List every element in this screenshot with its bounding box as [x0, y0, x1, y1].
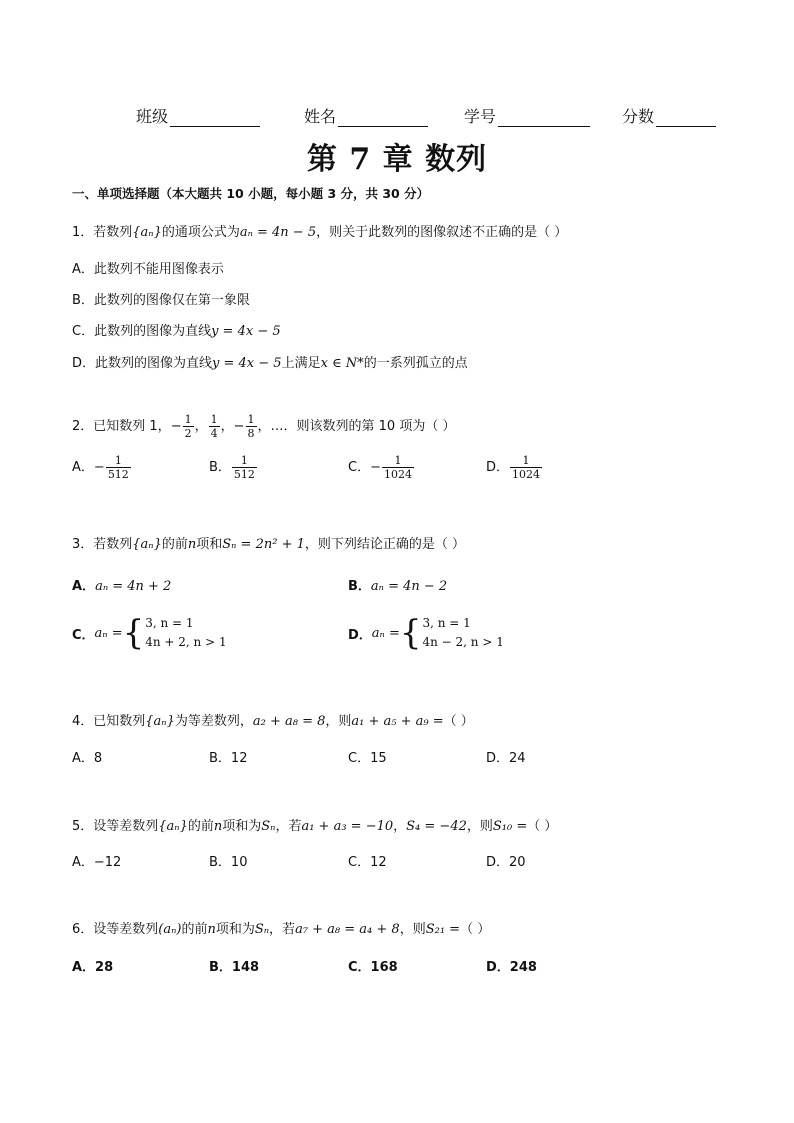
q5-condition-2: S₄ = −42 — [406, 819, 467, 834]
q4-text: ，则 — [325, 714, 352, 729]
q3-option-c-label: C． — [72, 627, 95, 643]
q6-sequence: (aₙ) — [158, 922, 182, 937]
q2-term-2: $\frac{1}{4}$ — [210, 413, 218, 440]
q3-formula: Sₙ = 2n² + 1 — [222, 537, 305, 552]
q3-option-b[interactable] — [348, 575, 447, 594]
q2-option-c-sign: − — [370, 460, 381, 475]
q4-option-c[interactable]: C．15 — [348, 751, 387, 766]
q3-option-d-lhs: aₙ = — [371, 625, 400, 641]
q1-formula: aₙ = 4n − 5 — [239, 225, 317, 240]
q3-option-c-lhs: aₙ = — [94, 625, 123, 641]
student-id-blank[interactable] — [498, 108, 590, 127]
name-label: 姓名 — [304, 107, 337, 126]
q2-option-c[interactable] — [348, 454, 415, 481]
q2-option-b-num: 1 — [240, 454, 248, 467]
q6-n: n — [207, 922, 216, 937]
q3-option-b-label: B． — [348, 579, 371, 594]
student-info-row — [0, 104, 794, 130]
q2-term-3: − $\frac{1}{8}$ — [233, 413, 255, 440]
q5-condition-1: a₁ + a₃ = −10 — [301, 819, 394, 834]
q2-option-c-den: 1024 — [383, 468, 412, 481]
q2-term-1: − $\frac{1}{2}$ — [170, 413, 192, 440]
q1-option-a[interactable]: A．此数列不能用图像表示 — [72, 262, 224, 277]
q3-text: 项和 — [196, 537, 223, 552]
q3-option-b-math: aₙ = 4n − 2 — [370, 579, 448, 594]
q2-option-c-num: 1 — [394, 454, 402, 467]
q3-option-d-case-1: 3, n = 1 — [422, 616, 471, 630]
q2-option-a-sign: − — [93, 460, 105, 475]
q3-option-c[interactable] — [72, 614, 227, 652]
q1-option-d-text: 的一系列孤立的点 — [363, 356, 468, 371]
name-field[interactable] — [304, 104, 428, 127]
q6-ask: S₂₁ = — [425, 922, 461, 937]
student-id-label: 学号 — [464, 107, 497, 126]
q3-option-d-label: D． — [348, 627, 372, 643]
q2-option-a[interactable] — [72, 454, 132, 481]
q2-option-b-label: B． — [209, 460, 231, 475]
q4-text: 4．已知数列 — [72, 714, 146, 729]
q4-ask: a₁ + a₅ + a₉ = — [351, 714, 444, 729]
q5-text: 的前 — [187, 819, 214, 834]
q6-sn: Sₙ — [254, 922, 270, 937]
page-title: 第 7 章 数列 — [306, 142, 488, 177]
q3-option-a-label: A． — [72, 579, 96, 594]
q3-text: 3．若数列 — [72, 537, 133, 552]
question-5-stem — [72, 815, 557, 834]
q5-ask: S₁₀ = — [492, 819, 528, 834]
q1-option-c-text: C．此数列的图像为直线 — [72, 324, 212, 339]
q3-text: ，则下列结论正确的是（ ） — [304, 537, 466, 552]
q1-option-d[interactable] — [72, 352, 468, 371]
class-label: 班级 — [136, 107, 169, 126]
q4-option-a[interactable]: A．8 — [72, 751, 103, 766]
q3-option-c-case-2: 4n + 2, n > 1 — [145, 635, 227, 649]
q6-text: ，若 — [269, 922, 296, 937]
q3-option-d[interactable] — [348, 614, 504, 652]
section-heading: 一、单项选择题（本大题共 10 小题，每小题 3 分，共 30 分） — [72, 186, 430, 201]
q6-option-d[interactable]: D．248 — [486, 960, 537, 975]
q5-option-b[interactable]: B．10 — [209, 855, 248, 870]
q6-option-b[interactable]: B．148 — [209, 960, 260, 975]
q5-text: 项和为 — [222, 819, 262, 834]
question-3-stem — [72, 533, 465, 552]
q1-text: 的通项公式为 — [161, 225, 240, 240]
q1-option-d-condition: x ∈ N* — [320, 356, 364, 371]
q3-sequence: {aₙ} — [132, 537, 162, 552]
q5-text: （ ） — [527, 819, 558, 834]
q5-sequence: {aₙ} — [158, 819, 188, 834]
q6-text: 6．设等差数列 — [72, 922, 159, 937]
score-blank[interactable] — [656, 108, 716, 127]
q4-sequence: {aₙ} — [145, 714, 175, 729]
q2-text: 2．已知数列 1， — [72, 419, 171, 434]
q4-option-b[interactable]: B．12 — [209, 751, 248, 766]
q5-text: ，若 — [275, 819, 302, 834]
q1-text: 1．若数列 — [72, 225, 133, 240]
q2-option-d-label: D． — [486, 460, 510, 475]
q3-text: 的前 — [161, 537, 188, 552]
q6-text: （ ） — [460, 922, 491, 937]
class-field[interactable] — [136, 104, 260, 127]
q1-option-c[interactable] — [72, 320, 281, 339]
q5-text: ，则 — [466, 819, 493, 834]
q2-option-d-num: 1 — [522, 454, 530, 467]
q5-option-c[interactable]: C．12 — [348, 855, 387, 870]
q4-option-d[interactable]: D．24 — [486, 751, 526, 766]
q3-option-a[interactable] — [72, 575, 171, 594]
q6-text: 项和为 — [215, 922, 255, 937]
q2-option-b-den: 512 — [233, 468, 255, 481]
q5-sn: Sₙ — [261, 819, 276, 834]
q5-option-a[interactable]: A．−12 — [72, 855, 122, 870]
q3-option-a-math: aₙ = 4n + 2 — [95, 579, 172, 594]
score-field[interactable] — [622, 104, 716, 127]
q2-option-c-label: C． — [348, 460, 371, 475]
q4-text: （ ） — [443, 714, 474, 729]
q2-option-a-den: 512 — [107, 468, 129, 481]
q2-option-a-num: 1 — [114, 454, 122, 467]
q6-option-c[interactable]: C．168 — [348, 960, 398, 975]
q1-option-c-math: y = 4x − 5 — [211, 324, 281, 339]
brace-icon: { — [399, 613, 422, 653]
q1-sequence: {aₙ} — [132, 225, 162, 240]
q2-option-a-label: A． — [72, 460, 94, 475]
q2-option-b[interactable] — [209, 454, 258, 481]
student-id-field[interactable] — [464, 104, 590, 127]
q2-option-d-den: 1024 — [512, 468, 541, 481]
q2-option-d[interactable] — [486, 454, 543, 481]
q6-text: 的前 — [181, 922, 208, 937]
q3-option-c-case-1: 3, n = 1 — [145, 616, 194, 630]
q3-n: n — [187, 537, 197, 552]
q6-text: ，则 — [399, 922, 426, 937]
q5-n: n — [213, 819, 223, 834]
brace-icon: { — [122, 613, 145, 653]
question-2-stem: 2．已知数列 1，− $\frac{1}{2}$ ， $\frac{1}{4}$ ，− $\frac{1}{8}$ ，…．则该数列的第 10 项为（ ） — [72, 413, 456, 440]
q6-option-a[interactable]: A．28 — [72, 960, 114, 975]
q1-option-d-text: D．此数列的图像为直线 — [72, 356, 213, 371]
q1-option-d-text: 上满足 — [281, 356, 321, 371]
class-blank[interactable] — [170, 108, 260, 127]
question-4-stem — [72, 710, 474, 729]
q4-text: 为等差数列， — [174, 714, 253, 729]
q5-text: ， — [393, 819, 407, 834]
question-6-stem — [72, 918, 490, 937]
q1-option-d-math: y = 4x − 5 — [212, 356, 282, 371]
q5-text: 5．设等差数列 — [72, 819, 159, 834]
name-blank[interactable] — [338, 108, 428, 127]
score-label: 分数 — [622, 107, 655, 126]
q5-option-d[interactable]: D．20 — [486, 855, 526, 870]
q1-text: ，则关于此数列的图像叙述不正确的是（ ） — [316, 225, 568, 240]
q2-text: ，…．则该数列的第 10 项为（ ） — [257, 419, 456, 434]
q3-option-d-case-2: 4n − 2, n > 1 — [422, 635, 504, 649]
q6-condition: a₇ + a₈ = a₄ + 8 — [295, 922, 400, 937]
q4-condition: a₂ + a₈ = 8 — [252, 714, 326, 729]
q1-option-b[interactable]: B．此数列的图像仅在第一象限 — [72, 293, 250, 308]
question-1-stem — [72, 221, 567, 240]
